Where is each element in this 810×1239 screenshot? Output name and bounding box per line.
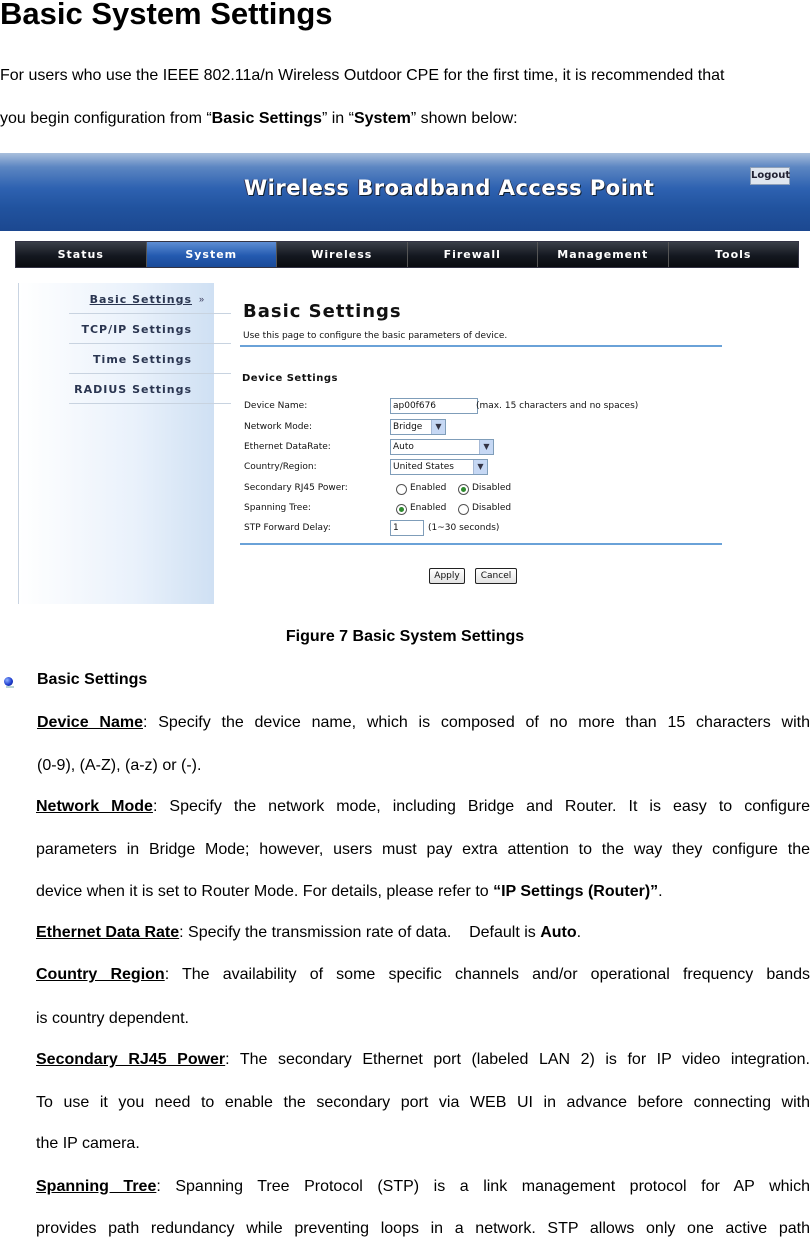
rj45-disabled-radio[interactable] [458,484,469,495]
ethernet-rate-select[interactable]: Auto ▼ [390,439,494,455]
rj45-label: Secondary RJ45 Power: [244,483,348,493]
stp-delay-hint: (1~30 seconds) [428,523,500,533]
tab-management[interactable]: Management [538,242,669,267]
stp-delay-field[interactable]: 1 [390,520,424,536]
rj45-desc-cont: To use it you need to enable the secondary port via WEB UI in advance before connecting with [36,1094,810,1111]
rj45-enabled-radio[interactable] [396,484,407,495]
ethernet-rate-desc: Ethernet Data Rate: Specify the transmission rate of data. Default is Auto. [36,924,582,941]
stp-enabled-text: Enabled [410,503,447,513]
main-nav [15,241,799,268]
intro-line-2: you begin configuration from “Basic Settings” in “System” shown below: [0,110,518,127]
network-mode-label: Network Mode: [244,422,312,432]
stp-enabled-radio[interactable] [396,504,407,515]
app-banner [0,153,810,231]
sidebar-item-basic-settings[interactable]: Basic Settings [89,293,192,306]
divider [240,543,722,545]
device-name-label: Device Name: [244,401,308,411]
section-heading: Basic Settings [37,671,148,688]
divider [240,345,722,347]
figure-screenshot [0,153,810,604]
stp-desc: Spanning Tree: Spanning Tree Protocol (STP) is a link management protocol for AP which [36,1178,810,1195]
stp-desc-cont: provides path redundancy while preventing loops in a network. STP allows only one active path [36,1220,810,1237]
page-title: Basic System Settings [0,0,333,31]
panel-heading: Basic Settings [243,301,402,322]
cancel-button[interactable]: Cancel [475,568,517,584]
country-select[interactable]: United States ▼ [390,459,488,475]
sidebar-item-tcpip-settings[interactable]: TCP/IP Settings [81,323,192,336]
sidebar-item-time-settings[interactable]: Time Settings [93,353,192,366]
rj45-desc-end: the IP camera. [36,1135,140,1152]
tab-wireless[interactable]: Wireless [277,242,408,267]
network-mode-desc-ref: device when it is set to Router Mode. For details, please refer to “IP Settings (Router)”. [36,883,663,900]
ethernet-rate-label: Ethernet DataRate: [244,442,331,452]
tab-firewall[interactable]: Firewall [408,242,539,267]
apply-button[interactable]: Apply [429,568,465,584]
country-desc: Country Region: The availability of some specific channels and/or operational frequency bands [36,966,810,983]
section-heading: Device Settings [242,373,338,384]
device-name-desc: Device Name: Specify the device name, which is composed of no more than 15 characters with [37,714,810,731]
stp-delay-label: STP Forward Delay: [244,523,331,533]
rj45-desc: Secondary RJ45 Power: The secondary Ethernet port (labeled LAN 2) is for IP video integration. [36,1051,810,1068]
device-name-field[interactable]: ap00f676 [390,398,478,414]
network-mode-desc: Network Mode: Specify the network mode, including Bridge and Router. It is easy to configure [36,798,810,815]
bullet-icon [4,677,13,686]
active-arrow-icon: » [199,294,205,304]
rj45-enabled-text: Enabled [410,483,447,493]
intro-line-1: For users who use the IEEE 802.11a/n Wireless Outdoor CPE for the first time, it is recommended that [0,67,725,84]
device-name-hint: (max. 15 characters and no spaces) [476,401,639,411]
app-title: Wireless Broadband Access Point [244,176,655,200]
device-name-desc-cont: (0-9), (A-Z), (a-z) or (-). [37,757,202,774]
tab-status[interactable]: Status [16,242,147,267]
sidebar [18,283,214,604]
rj45-disabled-text: Disabled [472,483,512,493]
stp-disabled-radio[interactable] [458,504,469,515]
tab-system[interactable]: System [147,242,278,267]
stp-label: Spanning Tree: [244,503,311,513]
sidebar-item-radius-settings[interactable]: RADIUS Settings [74,383,192,396]
panel-description: Use this page to configure the basic parameters of device. [243,331,508,341]
figure-caption: Figure 7 Basic System Settings [285,628,525,645]
country-label: Country/Region: [244,462,317,472]
chevron-down-icon: ▼ [479,440,493,454]
chevron-down-icon: ▼ [473,460,487,474]
country-desc-cont: is country dependent. [36,1010,189,1027]
chevron-down-icon: ▼ [431,420,445,434]
network-mode-select[interactable]: Bridge ▼ [390,419,446,435]
logout-button[interactable]: Logout [750,167,790,185]
stp-disabled-text: Disabled [472,503,512,513]
tab-tools[interactable]: Tools [669,242,799,267]
network-mode-desc-cont: parameters in Bridge Mode; however, users must pay extra attention to the way they configure the [36,841,810,858]
